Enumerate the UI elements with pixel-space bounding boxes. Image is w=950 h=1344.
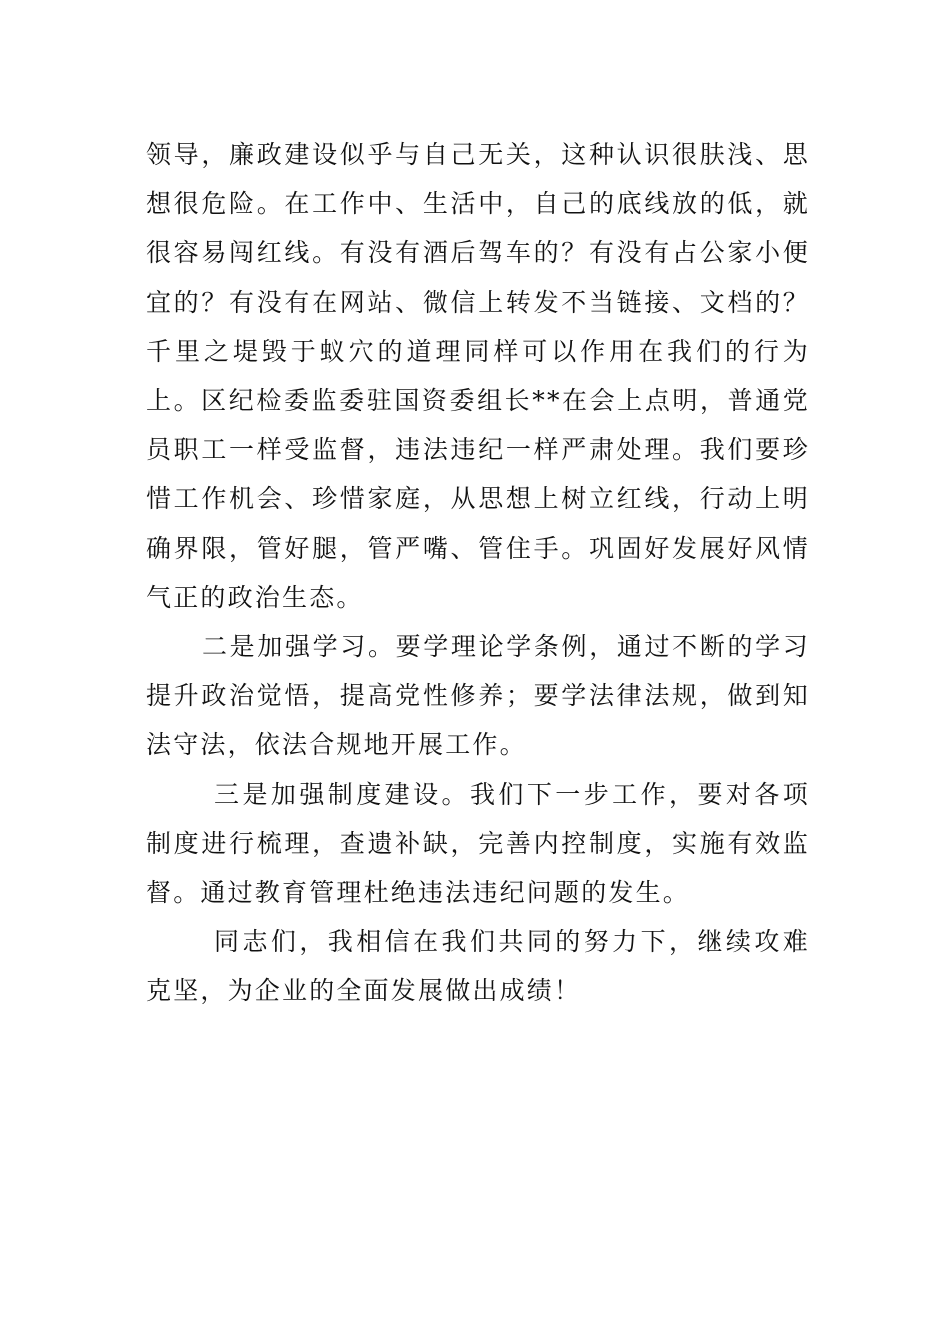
- paragraph-continuation: 领导，廉政建设似乎与自己无关，这种认识很肤浅、思想很危险。在工作中、生活中，自己的底线放的低，就很容易闯红线。有没有酒后驾车的？有没有占公家小便宜的？有没有在网站、微信上转发不当链接、文档的？千里之堤毁于蚁穴的道理同样可以作用在我们的行为上。区纪检委监委驻国资委组长**在会上点明，普通党员职工一样受监督，违法违纪一样严肃处理。我们要珍惜工作机会、珍惜家庭，从思想上树立红线，行动上明确界限，管好腿，管严嘴、管住手。巩固好发展好风情气正的政治生态。: [146, 140, 810, 612]
- paragraph-closing: 同志们，我相信在我们共同的努力下，继续攻难克坚，为企业的全面发展做出成绩！: [146, 927, 810, 1006]
- paragraph-point-two: 二是加强学习。要学理论学条例，通过不断的学习提升政治觉悟，提高党性修养；要学法律法规，做到知法守法，依法合规地开展工作。: [146, 632, 810, 760]
- document-body: [146, 130, 810, 1016]
- paragraph-point-three: 三是加强制度建设。我们下一步工作，要对各项制度进行梳理，查遗补缺，完善内控制度，实施有效监督。通过教育管理杜绝违法违纪问题的发生。: [146, 779, 810, 908]
